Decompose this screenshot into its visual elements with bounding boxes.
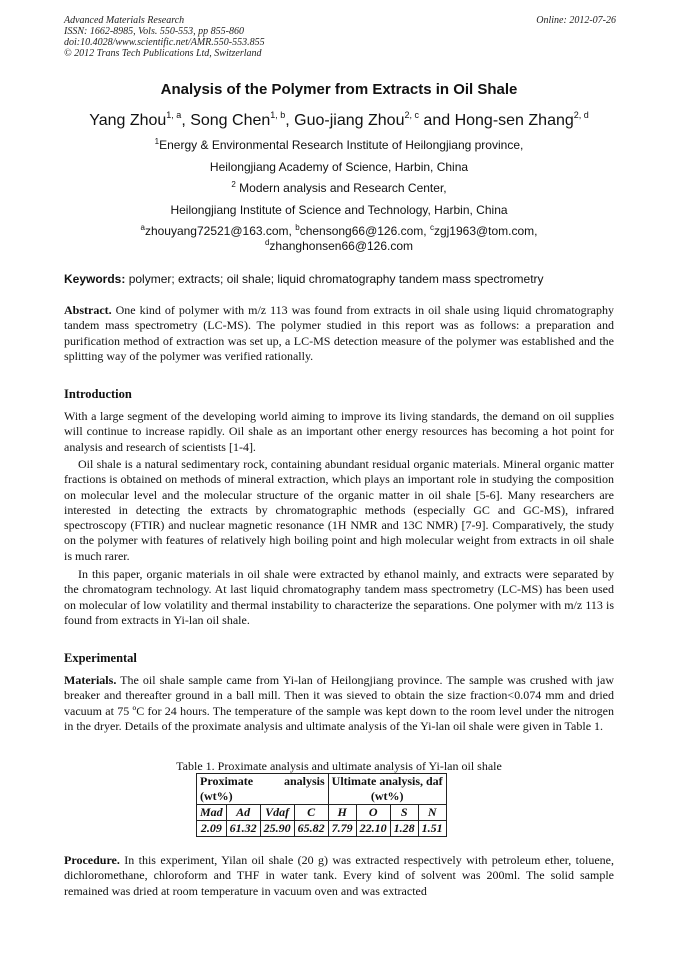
email-address: zgj1963@tom.com, [433,224,538,238]
email-mark: c [429,223,434,232]
abstract [64,303,614,364]
table-column-header: S [390,805,418,821]
author-affiliation-mark: 2, d [573,110,589,120]
introduction-paragraph-2: Oil shale is a natural sedimentary rock, containing abundant residual organic materials. Mineral organic matter fractions is obtained on methods of mineral extraction, which plays an important role in studying the composition on molecular level and the molecular structure of the organic matter in oil shale [5-6]. Many researchers are interested in detecting the extracts by chromatographic methods (especially GC and GC-MS), infrared spectroscopy (FTIR) and nuclear magnetic resonance (1H NMR and 13C NMR) [7-9]. Comparatively, the study on the polymer with features of relatively high boiling point and high molecular weight from extracts in oil shale is much rarer. [64,457,614,563]
table-column-row [197,805,447,821]
procedure-text: In this experiment, Yilan oil shale (20 g) was extracted respectively with petroleum ether, toluene, dichloromethane, chloroform and THF in water tank. Every kind of solvent was 200ml. The solid sample remained was dried at room temperature in vacuum oven and was extracted [64,853,614,898]
table-cell: 25.90 [260,821,294,837]
experimental-heading: Experimental [64,651,137,665]
table-column-header: C [294,805,328,821]
email-mark: b [295,223,300,232]
table-row [197,821,447,837]
table-cell: 7.79 [328,821,356,837]
table-column-header: N [418,805,446,821]
author-list [0,112,678,130]
author-name: Yang Zhou [89,112,167,129]
keywords-label: Keywords: [64,272,126,286]
email-address: zhanghonsen66@126.com [269,239,414,253]
email-mark: d [264,238,270,247]
affiliation-mark: 2 [231,180,236,189]
abstract-label: Abstract. [64,303,112,317]
table-cell: 1.51 [418,821,446,837]
paper-title: Analysis of the Polymer from Extracts in Oil Shale [160,81,518,98]
introduction-paragraph-1: With a large segment of the developing world aiming to improve its living standards, the demand on oil supplies will continue to increase rapidly. Oil shale as an important other energy resources has becoming a hot point for analysis and research of scientists [1-4]. [64,409,614,454]
affiliation-1-line-2: Heilongjiang Academy of Science, Harbin, China [209,160,469,174]
introduction-paragraph-3: In this paper, organic materials in oil shale were extracted by ethanol mainly, and extracts were separated by the chromatogram technology. At last liquid chromatography tandem mass spectrometry (LC-MS) has been used on molecular of low volatility and thermal instability to characterize the separations. One polymer with m/z 113 is found from extracts in Yi-lan oil shale. [64,567,614,627]
proximate-header: Proximate analysis (wt%) [197,774,329,805]
author-separator: , [181,112,191,129]
email-address: chensong66@126.com, [299,224,430,238]
affiliation-mark: 1 [154,137,160,146]
materials-label: Materials. [64,673,117,687]
author-name: Guo-jiang Zhou [294,112,405,129]
email-line-2 [0,239,678,253]
analysis-table [196,773,447,837]
table-cell: 2.09 [197,821,227,837]
keywords [64,272,624,286]
table-caption: Table 1. Proximate analysis and ultimate analysis of Yi-lan oil shale [176,759,502,773]
email-line-1 [0,224,678,238]
email-address: zhouyang72521@163.com, [144,224,296,238]
author-name: Song Chen [190,112,271,129]
table-column-header: Mad [197,805,227,821]
email-mark: a [140,223,145,232]
materials-paragraph [64,673,614,734]
journal-header [64,15,265,59]
journal-name: Advanced Materials Research [64,15,185,26]
keywords-text: polymer; extracts; oil shale; liquid chromatography tandem mass spectrometry [125,272,544,286]
ultimate-header: Ultimate analysis, daf (wt%) [328,774,446,805]
procedure-paragraph [64,853,614,899]
author-affiliation-mark: 1, a [166,110,182,120]
affiliation-2-line-1: $^2$ Modern analysis and Research Center, [231,180,447,195]
journal-issn: ISSN: 1662-8985, Vols. 550-553, pp 855-860 [64,26,244,37]
journal-copyright: © 2012 Trans Tech Publications Ltd, Switzerland [64,48,262,59]
affiliation-2-line-2: Heilongjiang Institute of Science and Technology, Harbin, China [170,203,508,217]
abstract-text: One kind of polymer with m/z 113 was found from extracts in oil shale using liquid chromatography tandem mass spectrometry (LC-MS). The polymer studied in this report was as follows: a preparation and purification method of extraction was set up, a LC-MS detection measure of the polymer was established and the splitting way of the polymer was verified rationally. [64,303,614,363]
author-separator: , [285,112,295,129]
table-cell: 65.82 [294,821,328,837]
introduction-heading: Introduction [64,387,132,401]
table-cell: 1.28 [390,821,418,837]
materials-text: The oil shale sample came from Yi-lan of Heilongjiang province. The sample was crushed with jaw breaker and thereafter ground in a ball mill. Then it was sieved to obtain the size fraction<0.074 mm and dried vacuum at 75 ºC for 24 hours. The temperature of the sample was kept down to the room level under the nitrogen in the dryer. Details of the proximate analysis and ultimate analysis of the Yi-lan oil shale were given in Table 1. [64,673,614,733]
author-name: Hong-sen Zhang [454,112,574,129]
table-column-header: O [356,805,390,821]
table-column-header: H [328,805,356,821]
online-date: Online: 2012-07-26 [536,15,616,26]
author-affiliation-mark: 2, c [404,110,419,120]
author-separator: and [418,112,455,129]
table-cell: 61.32 [226,821,260,837]
table-header-row [197,774,447,805]
procedure-label: Procedure. [64,853,120,867]
table-column-header: Vdaf [260,805,294,821]
journal-doi: doi:10.4028/www.scientific.net/AMR.550-553.855 [64,37,265,48]
affiliation-1-line-1: $^1$Energy & Environmental Research Institute of Heilongjiang province, [154,137,524,152]
table-column-header: Ad [226,805,260,821]
author-affiliation-mark: 1, b [270,110,286,120]
table-cell: 22.10 [356,821,390,837]
